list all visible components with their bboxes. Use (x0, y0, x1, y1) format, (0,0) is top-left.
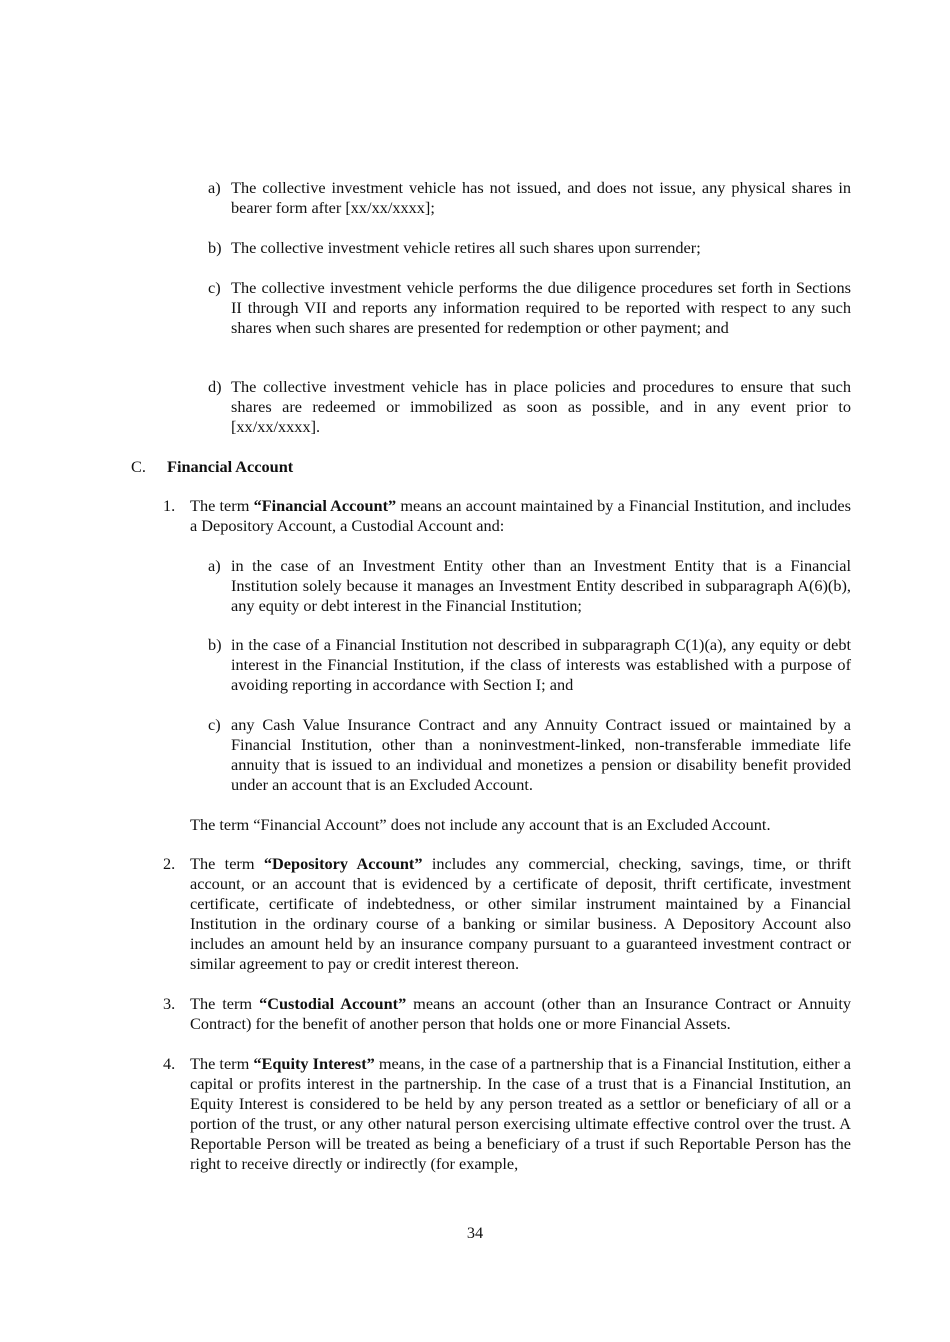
numbered-item-2 (163, 854, 851, 974)
list-item-b-d (208, 377, 851, 437)
section-title: Financial Account (167, 457, 294, 476)
list-label: c) (208, 278, 221, 297)
page-number: 34 (466, 1223, 484, 1242)
list-text: The collective investment vehicle performs the due diligence procedures set forth in Sections II through VII and reports any information required to be reported with respect to any such shares when such shares are presented for redemption or other payment; and (231, 278, 851, 337)
list-label: d) (208, 377, 222, 396)
list-label: a) (208, 178, 221, 197)
list-label: b) (208, 238, 222, 257)
list-text: in the case of a Financial Institution not described in subparagraph C(1)(a), any equity or debt interest in the Financial Institution, if the class of interests was established with a purpose of avoiding reporting in accordance with Section I; and (231, 635, 851, 694)
list-text: in the case of an Investment Entity other than an Investment Entity that is a Financial Institution solely because it manages an Investment Entity described in subparagraph A(6)(b), any equity or debt interest in the Financial Institution; (231, 556, 851, 615)
list-item-b-c (208, 278, 851, 338)
item-text: The term “Equity Interest” means, in the case of a partnership that is a Financial Institution, either a capital or profits interest in the partnership. In the case of a trust that is a Financial Institution, an Equity Interest is considered to be held by any person treated as a settlor or beneficiary of all or a portion of the trust, or any other natural person exercising ultimate effective control over the trust. A Reportable Person will be treated as being a beneficiary of a trust if such Reportable Person has the right to receive directly or indirectly (for example, (190, 1054, 851, 1173)
item-number: 1. (163, 496, 176, 515)
list-item-c1-b (208, 635, 851, 695)
list-item-c1-a (208, 556, 851, 616)
numbered-item-1 (163, 496, 851, 536)
defined-term: “Custodial Account” (259, 994, 407, 1013)
list-text: The collective investment vehicle has not issued, and does not issue, any physical shares in bearer form after [xx/xx/xxxx]; (231, 178, 851, 217)
defined-term: “Equity Interest” (253, 1054, 375, 1073)
closing-paragraph: The term “Financial Account” does not include any account that is an Excluded Account. (190, 815, 771, 834)
list-label: b) (208, 635, 222, 654)
defined-term: “Depository Account” (263, 854, 423, 873)
list-text: The collective investment vehicle has in place policies and procedures to ensure that such shares are redeemed or immobilized as soon as possible, and in any event prior to [xx/xx/xxxx]. (231, 377, 851, 436)
list-label: a) (208, 556, 221, 575)
item-text: The term “Depository Account” includes any commercial, checking, savings, time, or thrift account, or an account that is evidenced by a certificate of deposit, thrift certificate, investment certificate, certificate of indebtedness, or other similar instrument maintained by a Financial Institution in the ordinary course of a banking or similar business. A Depository Account also includes an amount held by an insurance company pursuant to a guaranteed investment contract or similar agreement to pay or credit interest thereon. (190, 854, 851, 973)
defined-term: “Financial Account” (253, 496, 397, 515)
item-text: The term “Custodial Account” means an account (other than an Insurance Contract or Annuity Contract) for the benefit of another person that holds one or more Financial Assets. (190, 994, 851, 1033)
numbered-item-3 (163, 994, 851, 1034)
item-number: 3. (163, 994, 176, 1013)
item-number: 4. (163, 1054, 176, 1073)
list-item-c1-c (208, 715, 851, 795)
list-text: The collective investment vehicle retires all such shares upon surrender; (231, 238, 701, 257)
section-heading-c (131, 457, 293, 477)
list-text: any Cash Value Insurance Contract and any Annuity Contract issued or maintained by a Financial Institution, other than a noninvestment-linked, non-transferable immediate life annuity that is issued to an individual and monetizes a pension or disability benefit provided under an account that is an Excluded Account. (231, 715, 851, 794)
section-label: C. (131, 457, 146, 476)
item-number: 2. (163, 854, 176, 873)
list-item-b-b (208, 238, 851, 258)
item-text: The term “Financial Account” means an account maintained by a Financial Institution, and includes a Depository Account, a Custodial Account and: (190, 496, 851, 535)
numbered-item-4 (163, 1054, 851, 1174)
list-label: c) (208, 715, 221, 734)
list-item-b-a (208, 178, 851, 218)
